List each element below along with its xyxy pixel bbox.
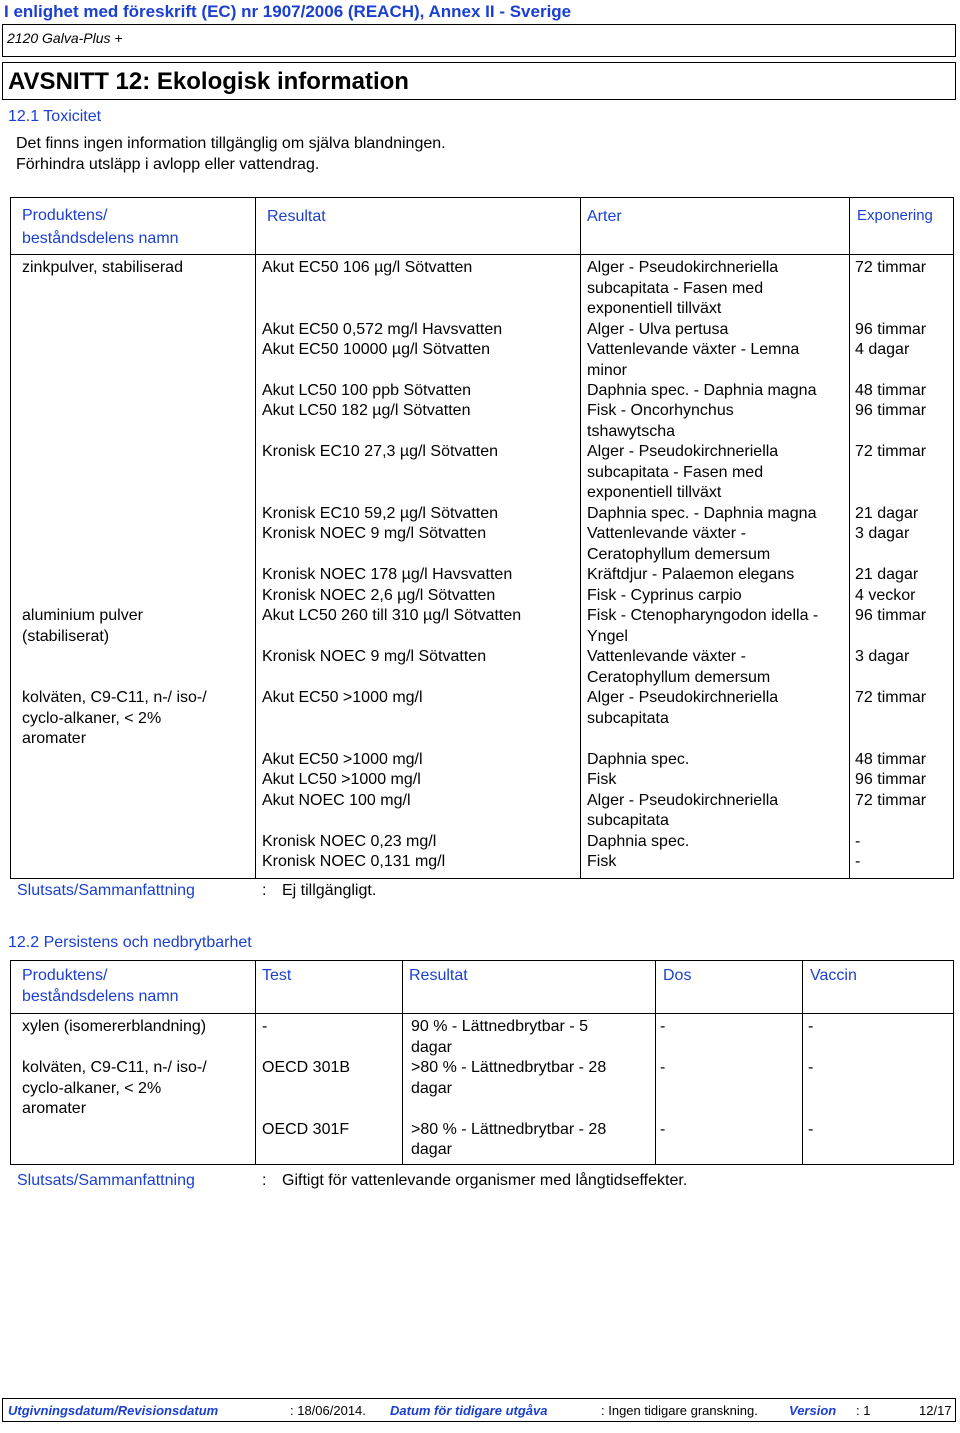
exposure-cell: 4 dagar: [855, 341, 910, 358]
page-number: 12/17: [919, 1403, 952, 1418]
col-header-name-2: beståndsdelens namn: [22, 230, 179, 247]
exposure-cell: 3 dagar: [855, 648, 910, 665]
species-cell: Fisk: [587, 853, 617, 870]
vaccine-cell: -: [808, 1121, 814, 1138]
persistence-summary-value: Giftigt för vattenlevande organismer med långtidseffekter.: [282, 1172, 688, 1189]
col-header-exposure: Exponering: [857, 207, 933, 224]
result-cell: Kronisk NOEC 0,131 mg/l: [262, 853, 446, 870]
exposure-cell: 72 timmar: [855, 792, 927, 809]
species-cell: Daphnia spec.: [587, 833, 690, 850]
persistence-heading: 12.2 Persistens och nedbrytbarhet: [8, 934, 252, 951]
species-cell: subcapitata: [587, 710, 669, 727]
issue-date-label: Utgivningsdatum/Revisionsdatum: [8, 1403, 219, 1418]
result-cell: Akut EC50 >1000 mg/l: [262, 689, 423, 706]
species-cell: Alger - Pseudokirchneriella: [587, 689, 779, 706]
test-cell: OECD 301B: [262, 1059, 351, 1076]
col-header-result: Resultat: [409, 967, 468, 984]
substance-name: aluminium pulver: [22, 607, 143, 624]
result-cell: Akut EC50 >1000 mg/l: [262, 751, 423, 768]
exposure-cell: 48 timmar: [855, 751, 927, 768]
dose-cell: -: [660, 1121, 666, 1138]
toxicity-text-2: Förhindra utsläpp i avlopp eller vattendrag.: [16, 156, 320, 173]
species-cell: exponentiell tillväxt: [587, 484, 722, 501]
exposure-cell: 96 timmar: [855, 607, 927, 624]
exposure-cell: 72 timmar: [855, 259, 927, 276]
substance-name: cyclo-alkaner, < 2%: [22, 1080, 162, 1097]
toxicity-heading: 12.1 Toxicitet: [8, 108, 102, 125]
col-header-name-1: Produktens/: [22, 967, 108, 984]
substance-name: aromater: [22, 730, 87, 747]
persistence-summary-colon: :: [262, 1172, 267, 1189]
result-cell: Akut LC50 100 ppb Sötvatten: [262, 382, 472, 399]
species-cell: Daphnia spec.: [587, 751, 690, 768]
toxicity-summary-value: Ej tillgängligt.: [282, 882, 377, 899]
substance-name: kolväten, C9-C11, n-/ iso-/: [22, 1059, 207, 1076]
species-cell: Fisk - Cyprinus carpio: [587, 587, 742, 604]
species-cell: Vattenlevande växter -: [587, 648, 746, 665]
result-cell: >80 % - Lättnedbrytbar - 28: [411, 1059, 607, 1076]
species-cell: subcapitata - Fasen med: [587, 280, 764, 297]
substance-name: xylen (isomererblandning): [22, 1018, 207, 1035]
section-header-box: [2, 62, 956, 100]
dose-cell: -: [660, 1059, 666, 1076]
result-cell: dagar: [411, 1141, 452, 1158]
col-header-vaccine: Vaccin: [810, 967, 857, 984]
footer: [2, 1398, 956, 1422]
species-cell: subcapitata: [587, 812, 669, 829]
result-cell: Akut EC50 0,572 mg/l Havsvatten: [262, 321, 503, 338]
substance-name: aromater: [22, 1100, 87, 1117]
species-cell: Ceratophyllum demersum: [587, 669, 771, 686]
exposure-cell: 96 timmar: [855, 402, 927, 419]
test-cell: -: [262, 1018, 268, 1035]
version-value: : 1: [856, 1403, 871, 1418]
result-cell: Kronisk NOEC 2,6 µg/l Sötvatten: [262, 587, 496, 604]
result-cell: Kronisk NOEC 9 mg/l Sötvatten: [262, 648, 487, 665]
species-cell: Fisk: [587, 771, 617, 788]
result-cell: Akut EC50 106 µg/l Sötvatten: [262, 259, 473, 276]
species-cell: subcapitata - Fasen med: [587, 464, 764, 481]
section-title: AVSNITT 12: Ekologisk information: [8, 68, 409, 95]
document-title: I enlighet med föreskrift (EC) nr 1907/2006 (REACH), Annex II - Sverige: [4, 2, 572, 21]
result-cell: Akut NOEC 100 mg/l: [262, 792, 411, 809]
result-cell: 90 % - Lättnedbrytbar - 5: [411, 1018, 588, 1035]
product-name: 2120 Galva-Plus +: [7, 30, 123, 46]
species-cell: minor: [587, 362, 628, 379]
exposure-cell: 72 timmar: [855, 443, 927, 460]
issue-date-value: : 18/06/2014.: [290, 1403, 366, 1418]
test-cell: OECD 301F: [262, 1121, 350, 1138]
species-cell: Alger - Pseudokirchneriella: [587, 259, 779, 276]
exposure-cell: -: [855, 853, 861, 870]
persistence-summary-label: Slutsats/Sammanfattning: [17, 1172, 195, 1189]
exposure-cell: -: [855, 833, 861, 850]
col-header-species: Arter: [587, 208, 622, 225]
result-cell: Akut LC50 260 till 310 µg/l Sötvatten: [262, 607, 522, 624]
result-cell: Kronisk EC10 27,3 µg/l Sötvatten: [262, 443, 499, 460]
result-cell: Akut EC50 10000 µg/l Sötvatten: [262, 341, 491, 358]
species-cell: Fisk - Ctenopharyngodon idella -: [587, 607, 819, 624]
species-cell: Alger - Pseudokirchneriella: [587, 792, 779, 809]
substance-name: zinkpulver, stabiliserad: [22, 259, 183, 276]
species-cell: exponentiell tillväxt: [587, 300, 722, 317]
result-cell: dagar: [411, 1080, 452, 1097]
exposure-cell: 3 dagar: [855, 525, 910, 542]
species-cell: Daphnia spec. - Daphnia magna: [587, 382, 817, 399]
toxicity-summary-label: Slutsats/Sammanfattning: [17, 882, 195, 899]
substance-name: (stabiliserat): [22, 628, 110, 645]
exposure-cell: 48 timmar: [855, 382, 927, 399]
substance-name: cyclo-alkaner, < 2%: [22, 710, 162, 727]
result-cell: dagar: [411, 1039, 452, 1056]
version-label: Version: [789, 1403, 837, 1418]
result-cell: Kronisk NOEC 178 µg/l Havsvatten: [262, 566, 513, 583]
species-cell: Ceratophyllum demersum: [587, 546, 771, 563]
toxicity-summary-colon: :: [262, 882, 267, 899]
exposure-cell: 72 timmar: [855, 689, 927, 706]
previous-edition-label: Datum för tidigare utgåva: [390, 1403, 548, 1418]
col-header-dose: Dos: [663, 967, 692, 984]
col-header-test: Test: [262, 967, 292, 984]
result-cell: Kronisk NOEC 0,23 mg/l: [262, 833, 437, 850]
species-cell: Vattenlevande växter - Lemna: [587, 341, 800, 358]
col-header-name-2: beståndsdelens namn: [22, 988, 179, 1005]
product-name-box: [2, 24, 956, 57]
vaccine-cell: -: [808, 1059, 814, 1076]
dose-cell: -: [660, 1018, 666, 1035]
species-cell: Kräftdjur - Palaemon elegans: [587, 566, 795, 583]
exposure-cell: 21 dagar: [855, 505, 919, 522]
species-cell: Yngel: [587, 628, 628, 645]
col-header-name-1: Produktens/: [22, 207, 108, 224]
result-cell: Akut LC50 182 µg/l Sötvatten: [262, 402, 471, 419]
species-cell: Alger - Pseudokirchneriella: [587, 443, 779, 460]
species-cell: Vattenlevande växter -: [587, 525, 746, 542]
result-cell: >80 % - Lättnedbrytbar - 28: [411, 1121, 607, 1138]
exposure-cell: 96 timmar: [855, 321, 927, 338]
result-cell: Kronisk NOEC 9 mg/l Sötvatten: [262, 525, 487, 542]
species-cell: Fisk - Oncorhynchus: [587, 402, 734, 419]
result-cell: Akut LC50 >1000 mg/l: [262, 771, 421, 788]
species-cell: tshawytscha: [587, 423, 676, 440]
substance-name: kolväten, C9-C11, n-/ iso-/: [22, 689, 207, 706]
result-cell: Kronisk EC10 59,2 µg/l Sötvatten: [262, 505, 499, 522]
previous-edition-value: : Ingen tidigare granskning.: [601, 1403, 758, 1418]
exposure-cell: 21 dagar: [855, 566, 919, 583]
exposure-cell: 96 timmar: [855, 771, 927, 788]
vaccine-cell: -: [808, 1018, 814, 1035]
exposure-cell: 4 veckor: [855, 587, 916, 604]
col-header-result: Resultat: [267, 208, 326, 225]
species-cell: Alger - Ulva pertusa: [587, 321, 729, 338]
species-cell: Daphnia spec. - Daphnia magna: [587, 505, 817, 522]
toxicity-text-1: Det finns ingen information tillgänglig om själva blandningen.: [16, 135, 446, 152]
